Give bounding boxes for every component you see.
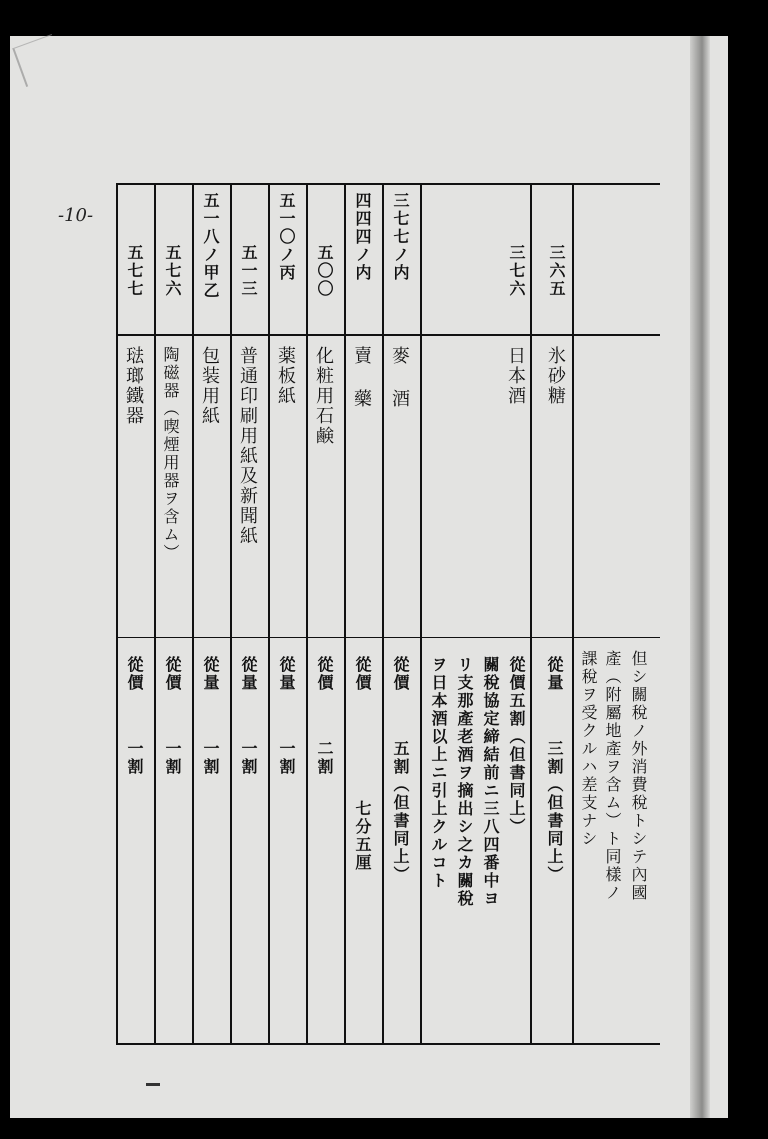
tariff-code: 五一八ノ甲乙	[201, 192, 220, 300]
rate-value: 一割	[277, 740, 296, 776]
item-name: 普通印刷用紙及新聞紙	[237, 346, 258, 546]
item-name: 陶磁器（喫煙用器ヲ含ム）	[161, 346, 180, 562]
tariff-code: 五一〇ノ丙	[277, 192, 296, 282]
item-name: 包装用紙	[199, 346, 220, 426]
rate-type: 從價	[391, 656, 410, 692]
tariff-code: 五七七	[125, 244, 144, 298]
rate-value: 一割	[239, 740, 258, 776]
rate-type: 從量	[239, 656, 258, 692]
col-divider	[192, 183, 194, 1045]
col-divider	[268, 183, 270, 1045]
note-line: 產（附屬地產ヲ含ム）ト同樣ノ	[603, 650, 622, 902]
note-line: 從價五割（但書同上）	[507, 656, 526, 836]
rate-type: 從量	[201, 656, 220, 692]
table-header-rule	[116, 334, 660, 336]
item-name: 琺瑯鐵器	[123, 346, 144, 426]
tariff-code: 三六五	[547, 244, 566, 298]
tariff-code: 三七六	[507, 244, 526, 298]
rate-value: 七分五厘	[353, 800, 372, 872]
rate-value: 一割	[163, 740, 182, 776]
item-name: 化粧用石鹸	[313, 346, 334, 446]
col-divider	[382, 183, 384, 1045]
page-edge-shadow	[690, 36, 710, 1118]
item-name: 氷砂糖	[545, 346, 566, 406]
rate-value: 二割	[315, 740, 334, 776]
col-divider	[420, 183, 422, 1045]
page-number: -10-	[58, 205, 94, 226]
note-line: 但シ關稅ノ外消費稅トシテ內國	[629, 650, 648, 902]
table-bottom-rule	[116, 1043, 660, 1045]
item-name: 日本酒	[505, 346, 526, 406]
col-divider	[306, 183, 308, 1045]
tariff-code: 三七七ノ内	[391, 192, 410, 282]
col-divider	[154, 183, 156, 1045]
tariff-code: 五〇〇	[315, 244, 334, 298]
rate-type: 從價	[353, 656, 372, 692]
item-name: 麥 酒	[389, 346, 410, 409]
scan-mark	[146, 1083, 160, 1086]
note-line: 課稅ヲ受クルハ差支ナシ	[579, 650, 598, 848]
table-middle-rule	[116, 637, 660, 638]
rate-value: 一割	[201, 740, 220, 776]
col-divider	[344, 183, 346, 1045]
tariff-code: 五七六	[163, 244, 182, 298]
rate-type: 從價	[125, 656, 144, 692]
item-name: 薬板紙	[275, 346, 296, 406]
col-divider	[116, 183, 118, 1045]
col-divider	[230, 183, 232, 1045]
tariff-code: 四四四ノ内	[353, 192, 372, 282]
rate-value: 一割	[125, 740, 144, 776]
rate-type: 從量	[277, 656, 296, 692]
rate-value: 五割（但書同上）	[391, 740, 410, 884]
col-divider	[530, 183, 532, 1045]
rate-type: 從價	[163, 656, 182, 692]
table-top-rule	[116, 183, 660, 185]
note-line: ヲ日本酒以上ニ引上クルコト	[429, 656, 448, 890]
note-line: 關稅協定締結前ニ三八四番中ヨ	[481, 656, 500, 908]
rate-value: 三割（但書同上）	[545, 740, 564, 884]
item-name: 賣 藥	[351, 346, 372, 409]
col-divider	[572, 183, 574, 1045]
note-line: リ支那產老酒ヲ摘出シ之カ關稅	[455, 656, 474, 908]
tariff-code: 五一三	[239, 244, 258, 298]
rate-type: 從價	[315, 656, 334, 692]
rate-type: 從量	[545, 656, 564, 692]
